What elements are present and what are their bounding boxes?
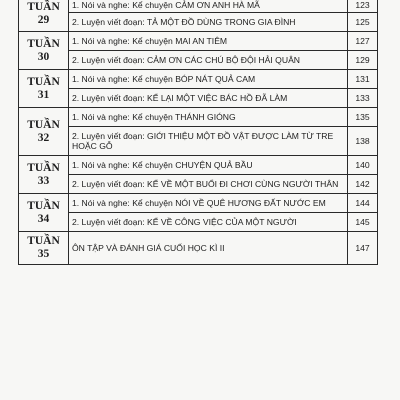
page-number: 127: [348, 32, 378, 51]
week-number: 34: [37, 212, 50, 225]
lesson-title: 1. Nói và nghe: Kể chuyện CẢM ƠN ANH HÀ MÃ: [69, 0, 348, 13]
week-label: TUẦN: [27, 235, 60, 247]
lesson-title: ÔN TẬP VÀ ĐÁNH GIÁ CUỐI HỌC KÌ II: [69, 232, 348, 265]
lesson-title: 1. Nói và nghe: Kể chuyện BÓP NÁT QUẢ CAM: [69, 70, 348, 89]
week-cell: [19, 156, 69, 194]
lesson-title: 1. Nói và nghe: Kể chuyện CHUYỆN QUẢ BẦU: [69, 156, 348, 175]
week-label: TUẦN: [27, 37, 60, 50]
week-number: 32: [37, 131, 50, 144]
lesson-title: 2. Luyện viết đoạn: CẢM ƠN CÁC CHÚ BỘ ĐỘI HẢI QUÂN: [69, 51, 348, 70]
page-number: 125: [348, 13, 378, 32]
table-row: [19, 232, 378, 265]
lesson-title: 1. Nói và nghe: Kể chuyện NÓI VỀ QUÊ HƯƠNG ĐẤT NƯỚC EM: [69, 194, 348, 213]
table-row: [19, 70, 378, 89]
page-number: 138: [348, 127, 378, 156]
week-cell: [19, 70, 69, 108]
page-number: 144: [348, 194, 378, 213]
week-cell: [19, 108, 69, 156]
week-label: TUẦN: [27, 118, 60, 131]
table-row: [19, 32, 378, 51]
week-cell: [19, 232, 69, 265]
page-number: 123: [348, 0, 378, 13]
table-of-contents: [18, 0, 378, 265]
table-row: [19, 89, 378, 108]
week-number: 33: [37, 174, 50, 187]
table-row: [19, 194, 378, 213]
lesson-title: 1. Nói và nghe: Kể chuyện THÁNH GIÓNG: [69, 108, 348, 127]
table-row: [19, 13, 378, 32]
lesson-title: 2. Luyện viết đoạn: KỂ VỀ CÔNG VIỆC CỦA MỘT NGƯỜI: [69, 213, 348, 232]
week-number: 30: [37, 50, 50, 63]
lesson-title: 2. Luyện viết đoạn: KỂ LẠI MỘT VIỆC BÁC HỒ ĐÃ LÀM: [69, 89, 348, 108]
week-number: 29: [37, 14, 50, 26]
table-row: [19, 127, 378, 156]
page-number: 129: [348, 51, 378, 70]
week-number: 35: [37, 248, 50, 260]
lesson-title: 2. Luyện viết đoạn: TẢ MỘT ĐỒ DÙNG TRONG GIA ĐÌNH: [69, 13, 348, 32]
week-label: TUẦN: [27, 75, 60, 88]
page-number: 147: [348, 232, 378, 265]
week-label: TUẦN: [27, 199, 60, 212]
table-row: [19, 156, 378, 175]
page-number: 142: [348, 175, 378, 194]
table-row: [19, 51, 378, 70]
page-number: 145: [348, 213, 378, 232]
week-cell: [19, 194, 69, 232]
page-number: 140: [348, 156, 378, 175]
week-label: TUẦN: [27, 1, 60, 13]
week-cell: [19, 32, 69, 70]
table-row: [19, 0, 378, 13]
page-number: 131: [348, 70, 378, 89]
lesson-title: 2. Luyện viết đoạn: GIỚI THIỆU MỘT ĐỒ VẬT ĐƯỢC LÀM TỪ TRE HOẶC GỖ: [69, 127, 348, 156]
week-label: TUẦN: [27, 161, 60, 174]
table-row: [19, 108, 378, 127]
week-number: 31: [37, 88, 50, 101]
page-number: 133: [348, 89, 378, 108]
page-number: 135: [348, 108, 378, 127]
table-row: [19, 213, 378, 232]
week-cell: [19, 0, 69, 32]
lesson-title: 1. Nói và nghe: Kể chuyện MAI AN TIÊM: [69, 32, 348, 51]
lesson-title: 2. Luyện viết đoạn: KỂ VỀ MỘT BUỔI ĐI CHƠI CÙNG NGƯỜI THÂN: [69, 175, 348, 194]
table-row: [19, 175, 378, 194]
